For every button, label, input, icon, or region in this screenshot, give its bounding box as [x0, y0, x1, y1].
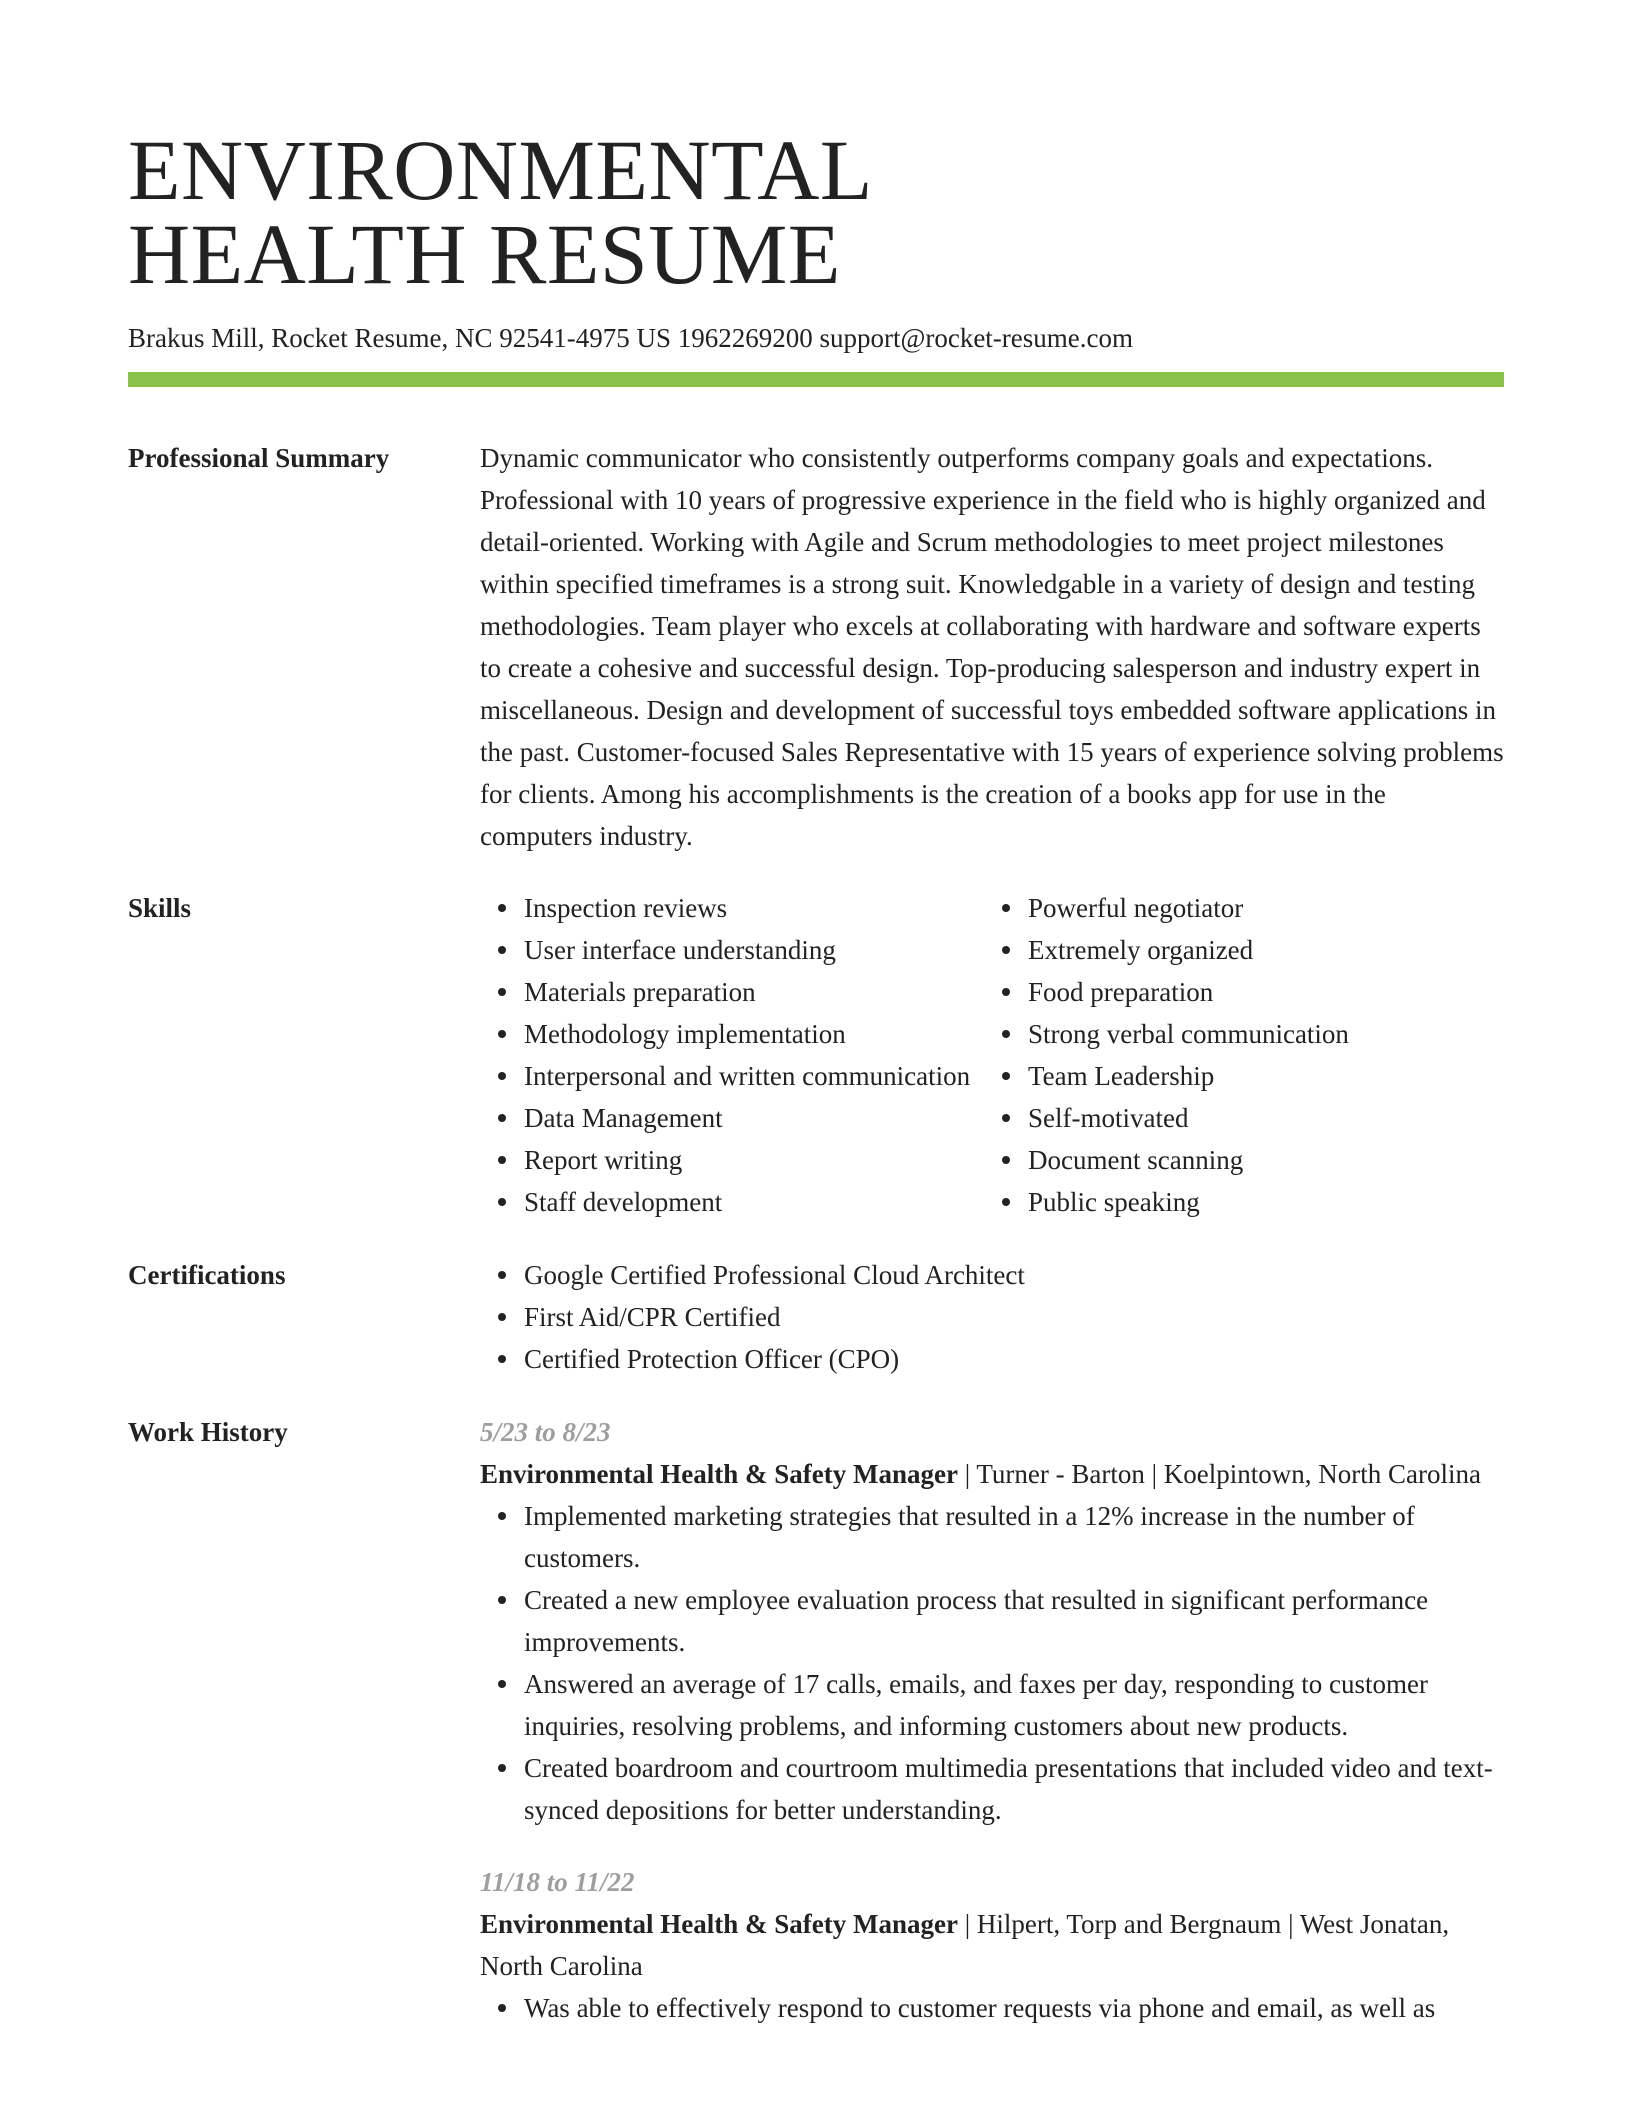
job-bullets — [480, 1495, 1504, 1831]
summary-body — [480, 437, 1504, 857]
certification-item: Google Certified Professional Cloud Architect — [524, 1254, 1504, 1296]
job-bullets — [480, 1987, 1504, 2029]
skill-item: Public speaking — [1028, 1181, 1488, 1223]
resume-title-line-1: ENVIRONMENTAL — [128, 122, 873, 218]
job-bullet: Created boardroom and courtroom multimedia presentations that included video and text-synced depositions for better understanding. — [524, 1747, 1504, 1831]
certification-item: First Aid/CPR Certified — [524, 1296, 1504, 1338]
job-bullet: Created a new employee evaluation process that resulted in significant performance improvements. — [524, 1579, 1504, 1663]
certifications-section — [128, 1254, 1504, 1380]
skill-item: Extremely organized — [1028, 929, 1488, 971]
certifications-label: Certifications — [128, 1260, 286, 1290]
skills-body — [480, 887, 1504, 1223]
job-details: | Turner - Barton | Koelpintown, North Carolina — [957, 1459, 1481, 1489]
skills-column-right — [984, 887, 1488, 1223]
summary-text: Dynamic communicator who consistently outperforms company goals and expectations. Professional with 10 years of progressive experience in the field who is highly organized and detail-oriented. Working with Agile and Scrum methodologies to meet project milestones within specified timeframes is a strong suit. Knowledgable in a variety of design and testing methodologies. Team player who excels at collaborating with hardware and software experts to create a cohesive and successful design. Top-producing salesperson and industry expert in miscellaneous. Design and development of successful toys embedded software applications in the past. Customer-focused Sales Representative with 15 years of experience solving problems for clients. Among his accomplishments is the creation of a books app for use in the computers industry. — [480, 443, 1504, 851]
job-title: Environmental Health & Safety Manager — [480, 1909, 958, 1939]
skills-column-left — [480, 887, 984, 1223]
skill-item: Inspection reviews — [524, 887, 984, 929]
resume-title — [128, 0, 1504, 302]
skill-item: Food preparation — [1028, 971, 1488, 1013]
certification-item: Certified Protection Officer (CPO) — [524, 1338, 1504, 1380]
summary-section — [128, 437, 1504, 857]
skill-item: Powerful negotiator — [1028, 887, 1488, 929]
skill-item: Team Leadership — [1028, 1055, 1488, 1097]
skill-item: Staff development — [524, 1181, 984, 1223]
skill-item: Document scanning — [1028, 1139, 1488, 1181]
skill-item: Report writing — [524, 1139, 984, 1181]
job-bullet: Implemented marketing strategies that resulted in a 12% increase in the number of customers. — [524, 1495, 1504, 1579]
resume-title-line-2: HEALTH RESUME — [128, 206, 841, 302]
job-bullet: Answered an average of 17 calls, emails, and faxes per day, responding to customer inquiries, resolving problems, and informing customers about new products. — [524, 1663, 1504, 1747]
skill-item: Data Management — [524, 1097, 984, 1139]
work-history-section — [128, 1411, 1504, 2029]
job-heading — [480, 1903, 1504, 1987]
skill-item: Materials preparation — [524, 971, 984, 1013]
job-bullet: Was able to effectively respond to customer requests via phone and email, as well as — [524, 1987, 1504, 2029]
work-history-label: Work History — [128, 1417, 288, 1447]
skill-item: Self-motivated — [1028, 1097, 1488, 1139]
job-title: Environmental Health & Safety Manager — [480, 1459, 958, 1489]
job-dates: 5/23 to 8/23 — [480, 1417, 611, 1447]
contact-line: Brakus Mill, Rocket Resume, NC 92541-4975 US 1962269200 support@rocket-resume.com — [128, 323, 1133, 353]
summary-label: Professional Summary — [128, 443, 390, 473]
skill-item: Interpersonal and written communication — [524, 1055, 984, 1097]
skills-grid — [480, 887, 1504, 1223]
certifications-list — [480, 1254, 1504, 1380]
skill-item: Methodology implementation — [524, 1013, 984, 1055]
job-entry — [480, 1861, 1504, 2029]
job-details: | Hilpert, Torp and Bergnaum | West Jonatan, North Carolina — [480, 1909, 1450, 1981]
accent-divider — [128, 372, 1504, 387]
skill-item: Strong verbal communication — [1028, 1013, 1488, 1055]
job-dates: 11/18 to 11/22 — [480, 1867, 635, 1897]
job-heading — [480, 1453, 1504, 1495]
certifications-body — [480, 1254, 1504, 1380]
job-entry — [480, 1411, 1504, 1831]
skill-item: User interface understanding — [524, 929, 984, 971]
resume-page — [128, 0, 1504, 2029]
work-history-body — [480, 1411, 1504, 2029]
skills-label: Skills — [128, 893, 192, 923]
skills-section — [128, 887, 1504, 1223]
